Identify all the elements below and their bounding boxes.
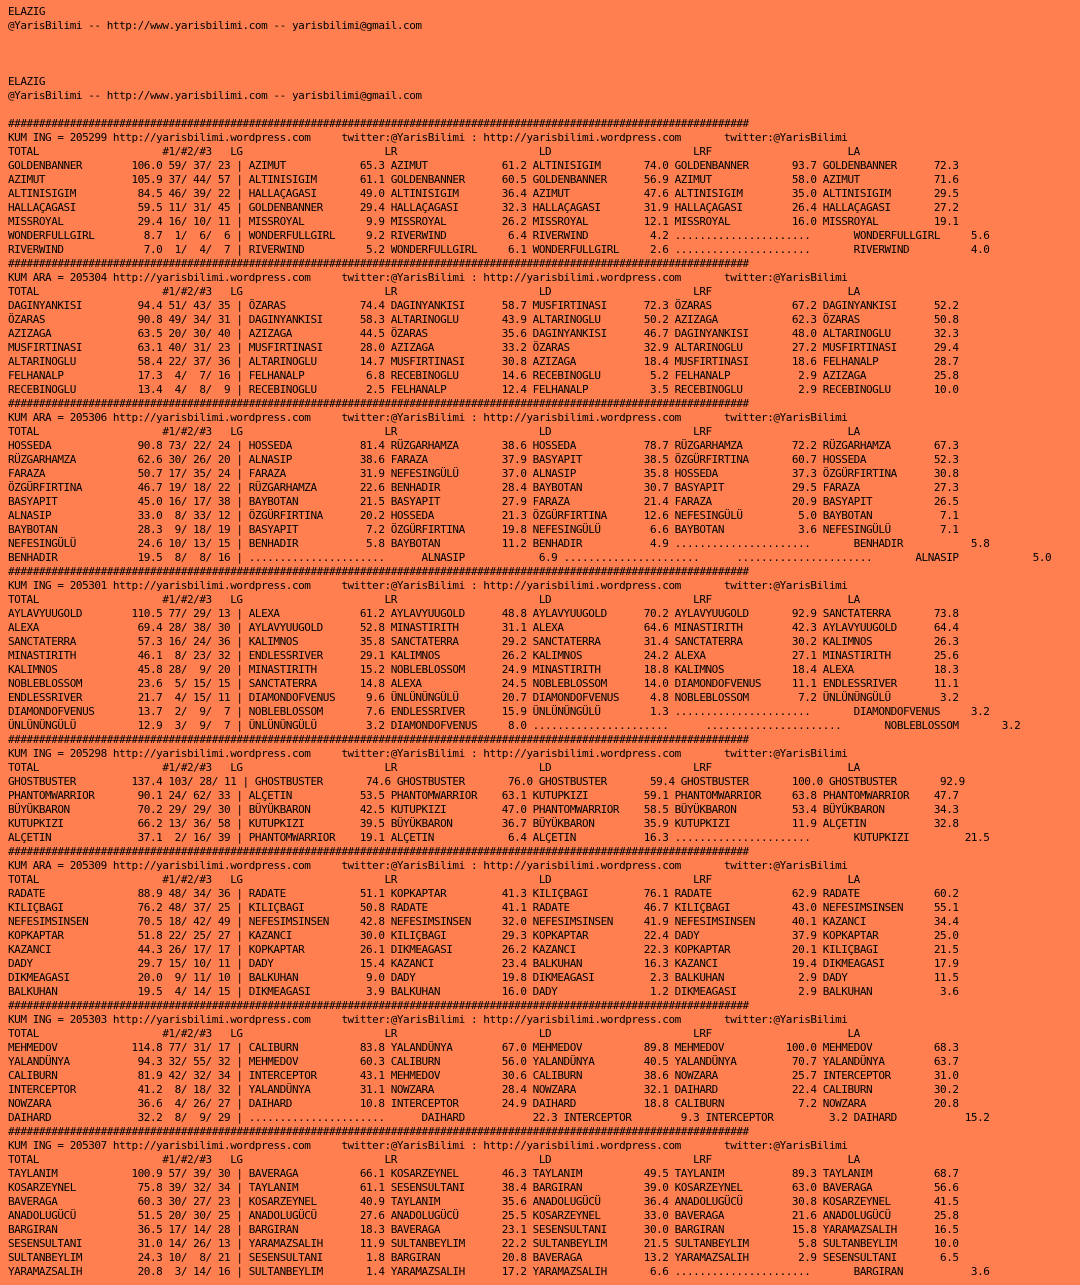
horse-row: RECEBINOGLU 13.4 4/ 8/ 9 | RECEBINOGLU 2.5 FELHANALP 12.4 FELHANALP 3.5 RECEBINOGLU 2.9 RECEBINOGLU 10.0 [8, 383, 959, 396]
horse-row: ÖZGÜRFIRTINA 46.7 19/ 18/ 22 | RÜZGARHAMZA 22.6 BENHADIR 28.4 BAYBOTAN 30.7 BASYAPIT 29.5 FARAZA 27.3 [8, 481, 959, 494]
horse-row: CALIBURN 81.9 42/ 32/ 34 | INTERCEPTOR 43.1 MEHMEDOV 30.6 CALIBURN 38.6 NOWZARA 25.7 INTERCEPTOR 31.0 [8, 1069, 959, 1082]
horse-row: YARAMAZSALIH 20.8 3/ 14/ 16 | SULTANBEYLIM 1.4 YARAMAZSALIH 17.2 YARAMAZSALIH 6.6 ...................... BARGIRAN 3.6 [8, 1265, 990, 1278]
horse-row: KALIMNOS 45.8 28/ 9/ 20 | MINASTIRITH 15.2 NOBLEBLOSSOM 24.9 MINASTIRITH 18.8 KALIMNOS 18.4 ALEXA 18.3 [8, 663, 959, 676]
horse-row: MEHMEDOV 114.8 77/ 31/ 17 | CALIBURN 83.8 YALANDÜNYA 67.0 MEHMEDOV 89.8 MEHMEDOV 100.0 MEHMEDOV 68.3 [8, 1041, 959, 1054]
horse-row: GHOSTBUSTER 137.4 103/ 28/ 11 | GHOSTBUSTER 74.6 GHOSTBUSTER 76.0 GHOSTBUSTER 59.4 GHOSTBUSTER 100.0 GHOSTBUSTER 92.9 [8, 775, 965, 788]
city-title: ELAZIG [8, 5, 46, 18]
separator-line: ######################################################################################################################## [8, 397, 749, 410]
horse-row: KILIÇBAGI 76.2 48/ 37/ 25 | KILIÇBAGI 50.8 RADATE 41.1 RADATE 46.7 KILIÇBAGI 43.0 NEFESIMSINSEN 55.1 [8, 901, 959, 914]
column-header-row: TOTAL #1/#2/#3 LG LR LD LRF LA [8, 145, 860, 158]
separator-line: ######################################################################################################################## [8, 257, 749, 270]
horse-row: SANCTATERRA 57.3 16/ 24/ 36 | KALIMNOS 35.8 SANCTATERRA 29.2 SANCTATERRA 31.4 SANCTATERRA 30.2 KALIMNOS 26.3 [8, 635, 959, 648]
horse-row: ÜNLÜNÜNGÜLÜ 12.9 3/ 9/ 7 | ÜNLÜNÜNGÜLÜ 3.2 DIAMONDOFVENUS 8.0 ...................... ...................... NOBLEBLOSSOM 3.2 [8, 719, 1021, 732]
horse-row: AZIMUT 105.9 37/ 44/ 57 | ALTINISIGIM 61.1 GOLDENBANNER 60.5 GOLDENBANNER 56.9 AZIMUT 58.0 AZIMUT 71.6 [8, 173, 959, 186]
horse-row: BÜYÜKBARON 70.2 29/ 29/ 30 | BÜYÜKBARON 42.5 KUTUPKIZI 47.0 PHANTOMWARRIOR 58.5 BÜYÜKBARON 53.4 BÜYÜKBARON 34.3 [8, 803, 959, 816]
horse-row: KUTUPKIZI 66.2 13/ 36/ 58 | KUTUPKIZI 39.5 BÜYÜKBARON 36.7 BÜYÜKBARON 35.9 KUTUPKIZI 11.9 ALÇETIN 32.8 [8, 817, 959, 830]
horse-row: KOSARZEYNEL 75.8 39/ 32/ 34 | TAYLANIM 61.1 SESENSULTANI 38.4 BARGIRAN 39.0 KOSARZEYNEL 63.0 BAVERAGA 56.6 [8, 1181, 959, 1194]
horse-row: DADY 29.7 15/ 10/ 11 | DADY 15.4 KAZANCI 23.4 BALKUHAN 16.3 KAZANCI 19.4 DIKMEAGASI 17.9 [8, 957, 959, 970]
column-header-row: TOTAL #1/#2/#3 LG LR LD LRF LA [8, 873, 860, 886]
horse-row: BENHADIR 19.5 8/ 8/ 16 | ...................... ALNASIP 6.9 ...................... ...................... ALNASIP 5.0 [8, 551, 1052, 564]
horse-row: NOBLEBLOSSOM 23.6 5/ 15/ 15 | SANCTATERRA 14.8 ALEXA 24.5 NOBLEBLOSSOM 14.0 DIAMONDOFVENUS 11.1 ENDLESSRIVER 11.1 [8, 677, 959, 690]
horse-row: BARGIRAN 36.5 17/ 14/ 28 | BARGIRAN 18.3 BAVERAGA 23.1 SESENSULTANI 30.0 BARGIRAN 15.8 YARAMAZSALIH 16.5 [8, 1223, 959, 1236]
horse-row: DAGINYANKISI 94.4 51/ 43/ 35 | ÖZARAS 74.4 DAGINYANKISI 58.7 MUSFIRTINASI 72.3 ÖZARAS 67.2 DAGINYANKISI 52.2 [8, 299, 959, 312]
blank-line [8, 103, 1080, 117]
horse-row: DIAMONDOFVENUS 13.7 2/ 9/ 7 | NOBLEBLOSSOM 7.6 ENDLESSRIVER 15.9 ÜNLÜNÜNGÜLÜ 1.3 ...................... DIAMONDOFVENUS 3.2 [8, 705, 990, 718]
horse-row: FELHANALP 17.3 4/ 7/ 16 | FELHANALP 6.8 RECEBINOGLU 14.6 RECEBINOGLU 5.2 FELHANALP 2.9 AZIZAGA 25.8 [8, 369, 959, 382]
race-title: KUM ING = 205303 http://yarisbilimi.wordpress.com twitter:@YarisBilimi : http://yarisbilimi.wordpress.com twitter:@YarisBilimi [8, 1013, 848, 1026]
horse-row: BASYAPIT 45.0 16/ 17/ 38 | BAYBOTAN 21.5 BASYAPIT 27.9 FARAZA 21.4 FARAZA 20.9 BASYAPIT 26.5 [8, 495, 959, 508]
column-header-row: TOTAL #1/#2/#3 LG LR LD LRF LA [8, 761, 860, 774]
race-title: KUM ING = 205298 http://yarisbilimi.wordpress.com twitter:@YarisBilimi : http://yarisbilimi.wordpress.com twitter:@YarisBilimi [8, 747, 848, 760]
separator-line: ######################################################################################################################## [8, 999, 749, 1012]
separator-line: ######################################################################################################################## [8, 565, 749, 578]
horse-row: RADATE 88.9 48/ 34/ 36 | RADATE 51.1 KOPKAPTAR 41.3 KILIÇBAGI 76.1 RADATE 62.9 RADATE 60.2 [8, 887, 959, 900]
horse-row: ANADOLUGÜCÜ 51.5 20/ 30/ 25 | ANADOLUGÜCÜ 27.6 ANADOLUGÜCÜ 25.5 KOSARZEYNEL 33.0 BAVERAGA 21.6 ANADOLUGÜCÜ 25.8 [8, 1209, 959, 1222]
horse-row: FARAZA 50.7 17/ 35/ 24 | FARAZA 31.9 NEFESINGÜLÜ 37.0 ALNASIP 35.8 HOSSEDA 37.3 ÖZGÜRFIRTINA 30.8 [8, 467, 959, 480]
contact-line: @YarisBilimi -- http://www.yarisbilimi.com -- yarisbilimi@gmail.com [8, 89, 422, 102]
horse-row: HALLAÇAGASI 59.5 11/ 31/ 45 | GOLDENBANNER 29.4 HALLAÇAGASI 32.3 HALLAÇAGASI 31.9 HALLAÇAGASI 26.4 HALLAÇAGASI 27.2 [8, 201, 959, 214]
column-header-row: TOTAL #1/#2/#3 LG LR LD LRF LA [8, 593, 860, 606]
horse-row: KAZANCI 44.3 26/ 17/ 17 | KOPKAPTAR 26.1 DIKMEAGASI 26.2 KAZANCI 22.3 KOPKAPTAR 20.1 KILIÇBAGI 21.5 [8, 943, 959, 956]
race-title: KUM ARA = 205306 http://yarisbilimi.wordpress.com twitter:@YarisBilimi : http://yarisbilimi.wordpress.com twitter:@YarisBilimi [8, 411, 848, 424]
horse-row: ALTARINOGLU 58.4 22/ 37/ 36 | ALTARINOGLU 14.7 MUSFIRTINASI 30.8 AZIZAGA 18.4 MUSFIRTINASI 18.6 FELHANALP 28.7 [8, 355, 959, 368]
race-title: KUM ARA = 205304 http://yarisbilimi.wordpress.com twitter:@YarisBilimi : http://yarisbilimi.wordpress.com twitter:@YarisBilimi [8, 271, 848, 284]
horse-row: TAYLANIM 100.9 57/ 39/ 30 | BAVERAGA 66.1 KOSARZEYNEL 46.3 TAYLANIM 49.5 TAYLANIM 89.3 TAYLANIM 68.7 [8, 1167, 959, 1180]
horse-row: DAIHARD 32.2 8/ 9/ 29 | ...................... DAIHARD 22.3 INTERCEPTOR 9.3 INTERCEPTOR 3.2 DAIHARD 15.2 [8, 1111, 990, 1124]
horse-row: GOLDENBANNER 106.0 59/ 37/ 23 | AZIMUT 65.3 AZIMUT 61.2 ALTINISIGIM 74.0 GOLDENBANNER 93.7 GOLDENBANNER 72.3 [8, 159, 959, 172]
horse-row: KOPKAPTAR 51.8 22/ 25/ 27 | KAZANCI 30.0 KILIÇBAGI 29.3 KOPKAPTAR 22.4 DADY 37.9 KOPKAPTAR 25.0 [8, 929, 959, 942]
horse-row: PHANTOMWARRIOR 90.1 24/ 62/ 33 | ALÇETIN 53.5 PHANTOMWARRIOR 63.1 KUTUPKIZI 59.1 PHANTOMWARRIOR 63.8 PHANTOMWARRIOR 47.7 [8, 789, 959, 802]
column-header-row: TOTAL #1/#2/#3 LG LR LD LRF LA [8, 285, 860, 298]
separator-line: ######################################################################################################################## [8, 845, 749, 858]
horse-row: ÖZARAS 90.8 49/ 34/ 31 | DAGINYANKISI 58.3 ALTARINOGLU 43.9 ALTARINOGLU 50.2 AZIZAGA 62.3 ÖZARAS 50.8 [8, 313, 959, 326]
blank-line [8, 61, 1080, 75]
race-title: KUM ING = 205307 http://yarisbilimi.wordpress.com twitter:@YarisBilimi : http://yarisbilimi.wordpress.com twitter:@YarisBilimi [8, 1139, 848, 1152]
horse-row: MISSROYAL 29.4 16/ 10/ 11 | MISSROYAL 9.9 MISSROYAL 26.2 MISSROYAL 12.1 MISSROYAL 16.0 MISSROYAL 19.1 [8, 215, 959, 228]
city-title: ELAZIG [8, 75, 46, 88]
race-report-document [8, 5, 1080, 1279]
contact-line: @YarisBilimi -- http://www.yarisbilimi.com -- yarisbilimi@gmail.com [8, 19, 422, 32]
horse-row: AZIZAGA 63.5 20/ 30/ 40 | AZIZAGA 44.5 ÖZARAS 35.6 DAGINYANKISI 46.7 DAGINYANKISI 48.0 ALTARINOGLU 32.3 [8, 327, 959, 340]
race-title: KUM ING = 205299 http://yarisbilimi.wordpress.com twitter:@YarisBilimi : http://yarisbilimi.wordpress.com twitter:@YarisBilimi [8, 131, 848, 144]
horse-row: NEFESINGÜLÜ 24.6 10/ 13/ 15 | BENHADIR 5.8 BAYBOTAN 11.2 BENHADIR 4.9 ...................... BENHADIR 5.8 [8, 537, 990, 550]
horse-row: NEFESIMSINSEN 70.5 18/ 42/ 49 | NEFESIMSINSEN 42.8 NEFESIMSINSEN 32.0 NEFESIMSINSEN 41.9 NEFESIMSINSEN 40.1 KAZANCI 34.4 [8, 915, 959, 928]
horse-row: RIVERWIND 7.0 1/ 4/ 7 | RIVERWIND 5.2 WONDERFULLGIRL 6.1 WONDERFULLGIRL 2.6 ...................... RIVERWIND 4.0 [8, 243, 990, 256]
separator-line: ######################################################################################################################## [8, 117, 749, 130]
horse-row: YALANDÜNYA 94.3 32/ 55/ 32 | MEHMEDOV 60.3 CALIBURN 56.0 YALANDÜNYA 40.5 YALANDÜNYA 70.7 YALANDÜNYA 63.7 [8, 1055, 959, 1068]
horse-row: DIKMEAGASI 20.0 9/ 11/ 10 | BALKUHAN 9.0 DADY 19.8 DIKMEAGASI 2.3 BALKUHAN 2.9 DADY 11.5 [8, 971, 959, 984]
horse-row: SESENSULTANI 31.0 14/ 26/ 13 | YARAMAZSALIH 11.9 SULTANBEYLIM 22.2 SULTANBEYLIM 21.5 SULTANBEYLIM 5.8 SULTANBEYLIM 10.0 [8, 1237, 959, 1250]
horse-row: ALNASIP 33.0 8/ 33/ 12 | ÖZGÜRFIRTINA 20.2 HOSSEDA 21.3 ÖZGÜRFIRTINA 12.6 NEFESINGÜLÜ 5.0 BAYBOTAN 7.1 [8, 509, 959, 522]
horse-row: MINASTIRITH 46.1 8/ 23/ 32 | ENDLESSRIVER 29.1 KALIMNOS 26.2 KALIMNOS 24.2 ALEXA 27.1 MINASTIRITH 25.6 [8, 649, 959, 662]
horse-row: MUSFIRTINASI 63.1 40/ 31/ 23 | MUSFIRTINASI 28.0 AZIZAGA 33.2 ÖZARAS 32.9 ALTARINOGLU 27.2 MUSFIRTINASI 29.4 [8, 341, 959, 354]
horse-row: HOSSEDA 90.8 73/ 22/ 24 | HOSSEDA 81.4 RÜZGARHAMZA 38.6 HOSSEDA 78.7 RÜZGARHAMZA 72.2 RÜZGARHAMZA 67.3 [8, 439, 959, 452]
column-header-row: TOTAL #1/#2/#3 LG LR LD LRF LA [8, 1027, 860, 1040]
race-title: KUM ING = 205301 http://yarisbilimi.wordpress.com twitter:@YarisBilimi : http://yarisbilimi.wordpress.com twitter:@YarisBilimi [8, 579, 848, 592]
column-header-row: TOTAL #1/#2/#3 LG LR LD LRF LA [8, 1153, 860, 1166]
horse-row: RÜZGARHAMZA 62.6 30/ 26/ 20 | ALNASIP 38.6 FARAZA 37.9 BASYAPIT 38.5 ÖZGÜRFIRTINA 60.7 HOSSEDA 52.3 [8, 453, 959, 466]
horse-row: NOWZARA 36.6 4/ 26/ 27 | DAIHARD 10.8 INTERCEPTOR 24.9 DAIHARD 18.8 CALIBURN 7.2 NOWZARA 20.8 [8, 1097, 959, 1110]
horse-row: INTERCEPTOR 41.2 8/ 18/ 32 | YALANDÜNYA 31.1 NOWZARA 28.4 NOWZARA 32.1 DAIHARD 22.4 CALIBURN 30.2 [8, 1083, 959, 1096]
horse-row: ALÇETIN 37.1 2/ 16/ 39 | PHANTOMWARRIOR 19.1 ALÇETIN 6.4 ALÇETIN 16.3 ...................... KUTUPKIZI 21.5 [8, 831, 990, 844]
horse-row: ENDLESSRIVER 21.7 4/ 15/ 11 | DIAMONDOFVENUS 9.6 ÜNLÜNÜNGÜLÜ 20.7 DIAMONDOFVENUS 4.8 NOBLEBLOSSOM 7.2 ÜNLÜNÜNGÜLÜ 3.2 [8, 691, 959, 704]
blank-line [8, 33, 1080, 47]
horse-row: WONDERFULLGIRL 8.7 1/ 6/ 6 | WONDERFULLGIRL 9.2 RIVERWIND 6.4 RIVERWIND 4.2 ...................... WONDERFULLGIRL 5.6 [8, 229, 990, 242]
horse-row: BAYBOTAN 28.3 9/ 18/ 19 | BASYAPIT 7.2 ÖZGÜRFIRTINA 19.8 NEFESINGÜLÜ 6.6 BAYBOTAN 3.6 NEFESINGÜLÜ 7.1 [8, 523, 959, 536]
horse-row: BAVERAGA 60.3 30/ 27/ 23 | KOSARZEYNEL 40.9 TAYLANIM 35.6 ANADOLUGÜCÜ 36.4 ANADOLUGÜCÜ 30.8 KOSARZEYNEL 41.5 [8, 1195, 959, 1208]
column-header-row: TOTAL #1/#2/#3 LG LR LD LRF LA [8, 425, 860, 438]
blank-line [8, 47, 1080, 61]
race-title: KUM ARA = 205309 http://yarisbilimi.wordpress.com twitter:@YarisBilimi : http://yarisbilimi.wordpress.com twitter:@YarisBilimi [8, 859, 848, 872]
separator-line: ######################################################################################################################## [8, 1125, 749, 1138]
horse-row: ALEXA 69.4 28/ 38/ 30 | AYLAVYUUGOLD 52.8 MINASTIRITH 31.1 ALEXA 64.6 MINASTIRITH 42.3 AYLAVYUUGOLD 64.4 [8, 621, 959, 634]
separator-line: ######################################################################################################################## [8, 733, 749, 746]
horse-row: SULTANBEYLIM 24.3 10/ 8/ 21 | SESENSULTANI 1.8 BARGIRAN 20.8 BAVERAGA 13.2 YARAMAZSALIH 2.9 SESENSULTANI 6.5 [8, 1251, 959, 1264]
horse-row: BALKUHAN 19.5 4/ 14/ 15 | DIKMEAGASI 3.9 BALKUHAN 16.0 DADY 1.2 DIKMEAGASI 2.9 BALKUHAN 3.6 [8, 985, 959, 998]
horse-row: ALTINISIGIM 84.5 46/ 39/ 22 | HALLAÇAGASI 49.0 ALTINISIGIM 36.4 AZIMUT 47.6 ALTINISIGIM 35.0 ALTINISIGIM 29.5 [8, 187, 959, 200]
horse-row: AYLAVYUUGOLD 110.5 77/ 29/ 13 | ALEXA 61.2 AYLAVYUUGOLD 48.8 AYLAVYUUGOLD 70.2 AYLAVYUUGOLD 92.9 SANCTATERRA 73.8 [8, 607, 959, 620]
